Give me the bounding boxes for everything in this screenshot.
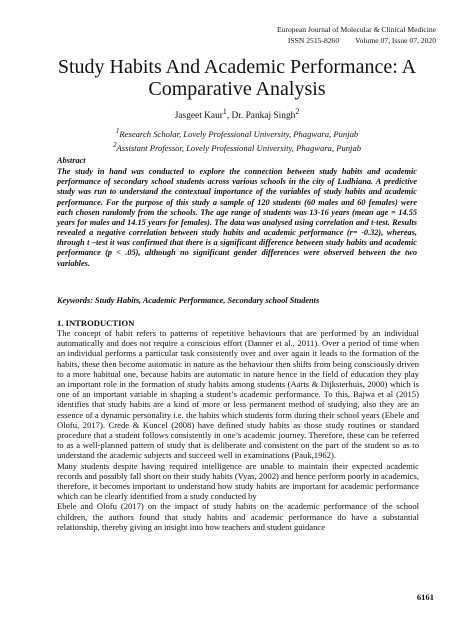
- body-paragraph: The concept of habit refers to patterns of repetitive behaviours that are performed by an individual automatically and does not require a conscious effort (Danner et al., 2011). Over a period of time when an individual performs a particular task consistently over and over again it leads to the formation of the habits, these then become automatic in nature as the behaviour then shifts from being consciously driven to a more habitual one, because habits are automatic in nature hence in the field of education they play an important role in the formation of study habits among students (Aarts & Dijksterhuis, 2000) which is one of an important variable in shaping a student’s academic performance. To this, Bajwa et al (2015) identifies that study habits are a kind of more or less permanent method of studying, also they are an essence of a dynamic personality i.e. the habits which students form during their school years (Ebele and Olofu, 2017). Crede & Kuncel (2008) have defined study habits as those study routines or standard procedure that a student follows consistently in one’s academic journey. Therefore, these can be referred to as a well-planned pattern of study that is deliberate and consistent on the part of the student so as to understand the academic subjects and succeed well in examinations (Pauk,1962).: [57, 328, 419, 461]
- section-body: [57, 328, 419, 532]
- journal-name: European Journal of Molecular & Clinical Medicine: [277, 25, 436, 34]
- journal-volume: Volume 07, Issue 07, 2020: [355, 36, 436, 45]
- abstract-heading: Abstract: [57, 156, 86, 165]
- running-head: [277, 24, 436, 46]
- journal-issue-line: [277, 35, 436, 46]
- keywords-text: Study Habits, Academic Performance, Secondary school Students: [95, 296, 320, 305]
- affiliation-mark: 1: [115, 127, 120, 135]
- page-number: 6161: [416, 592, 434, 602]
- journal-issn: ISSN 2515-8260: [287, 36, 340, 45]
- author-separator: ,: [226, 111, 232, 122]
- affiliation-2: [30, 140, 444, 154]
- body-paragraph: Many students despite having required intelligence are unable to maintain their expected academic records and possibly fall short on their study habits (Vyas, 2002) and hence perform poorly in academics, therefore, it becomes important to understand how study habits are important for academic performance which can be clearly identified from a study conducted by: [57, 460, 419, 502]
- keywords-label: Keywords:: [57, 296, 93, 305]
- keywords: [57, 296, 427, 305]
- affiliations: [30, 126, 444, 154]
- author-name: Jasgeet Kaur: [174, 111, 223, 122]
- author-affiliation-mark: 2: [295, 107, 300, 116]
- body-paragraph: Ebele and Olofu (2017) on the impact of study habits on the academic performance of the school children, the authors found that study habits and academic performance do have a substantial relationship, thereby giving an insight into how teachers and student guidance: [57, 501, 419, 532]
- affiliation-1: [30, 126, 444, 140]
- paper-title: Study Habits And Academic Performance: A Comparative Analysis: [57, 56, 417, 100]
- author-affiliation-mark: 1: [222, 107, 227, 116]
- affiliation-text: Research Scholar, Lovely Professional University, Phagwara, Punjab: [119, 128, 359, 139]
- affiliation-text: Assistant Professor, Lovely Professional University, Phagwara, Punjab: [116, 142, 362, 153]
- abstract-text: The study in hand was conducted to explore the connection between study habits and academic performance of secondary school students across various schools in the city of Ludhiana. A predictive study was run to understand the contextual importance of the variables of study habits and academic performance. For the purpose of this study a sample of 120 students (60 males and 60 females) were each chosen randomly from the schools. The age range of students was 13-16 years (mean age = 14.55 years for males and 14.15 years for females). The data was analysed using correlation and t-test. Results revealed a negative correlation between study habits and academic performance (r= -0.32), whereas, through t –test it was confirmed that there is a significant difference between study habits and academic performance (p < .05), although no significant gender differences were observed between the two variables.: [57, 167, 417, 268]
- author-line: [30, 107, 444, 121]
- section-heading: 1. INTRODUCTION: [57, 318, 135, 328]
- affiliation-mark: 2: [112, 140, 117, 149]
- abstract: [57, 156, 417, 269]
- author-name: Dr. Pankaj Singh: [231, 111, 296, 122]
